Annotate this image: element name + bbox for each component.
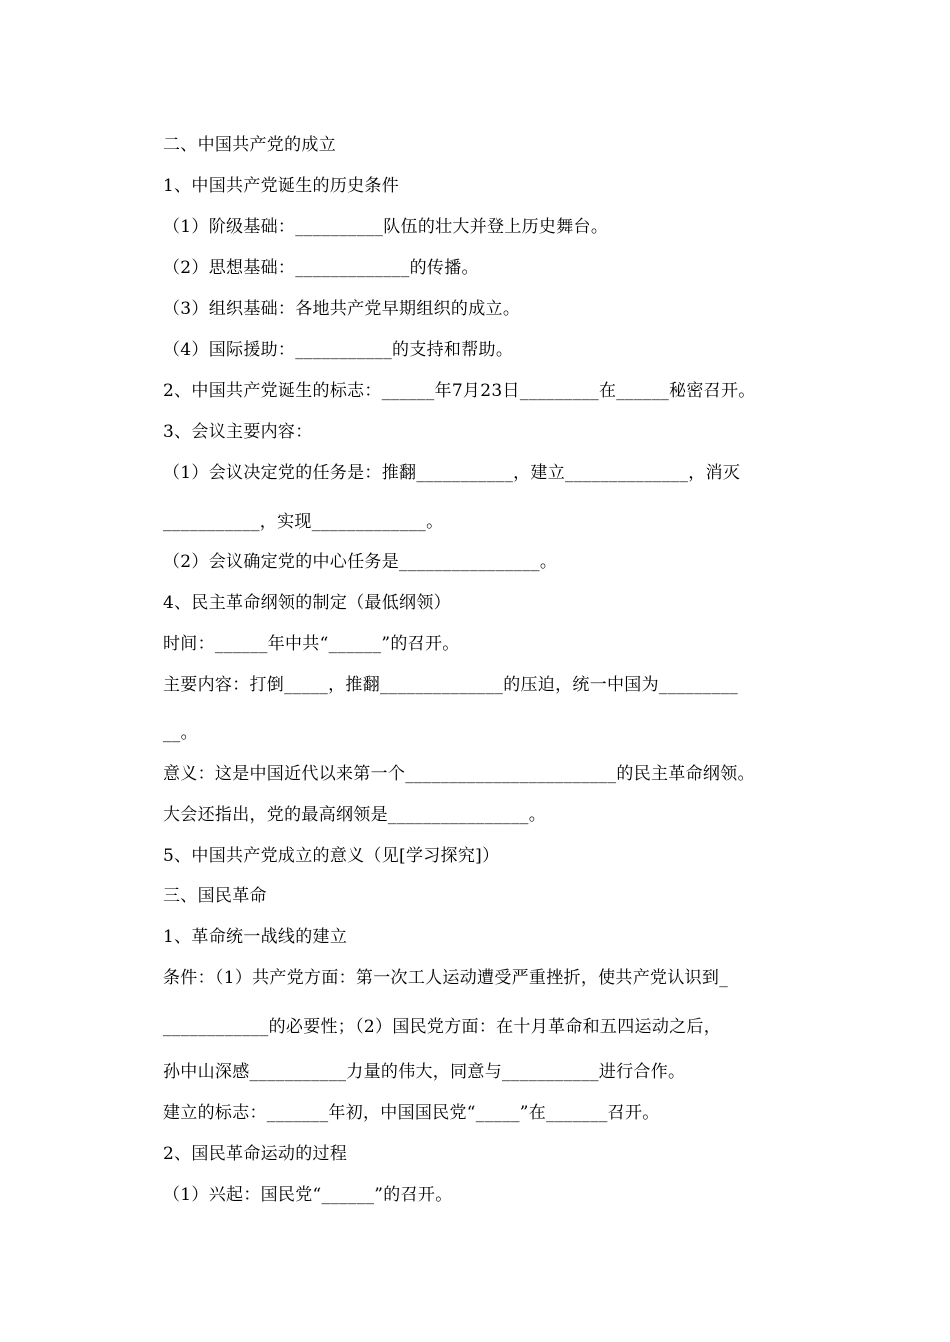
- heading-democratic-program: 4、民主革命纲领的制定（最低纲领）: [163, 593, 451, 613]
- item-class-basis: （1）阶级基础：__________队伍的壮大并登上历史舞台。: [163, 217, 609, 237]
- program-time: 时间：______年中共“______”的召开。: [163, 634, 460, 654]
- item-rise: （1）兴起：国民党“______”的召开。: [163, 1185, 453, 1205]
- program-significance: 意义：这是中国近代以来第一个________________________的民主革命纲领。: [163, 764, 755, 784]
- heading-founding-significance: 5、中国共产党成立的意义（见[学习探究]）: [163, 846, 500, 866]
- united-front-conditions-cont: ____________的必要性；（2）国民党方面：在十月革命和五四运动之后，: [163, 1017, 722, 1037]
- heading-founding-sign: 2、中国共产党诞生的标志：______年7月23日_________在______秘密召开。: [163, 381, 756, 401]
- heading-meeting-content: 3、会议主要内容：: [163, 422, 313, 442]
- united-front-conditions-cont2: 孙中山深感___________力量的伟大，同意与___________进行合作。: [163, 1062, 686, 1082]
- program-main-content: 主要内容：打倒_____，推翻______________的压迫，统一中国为_________: [163, 675, 739, 695]
- item-party-tasks: （1）会议决定党的任务是：推翻___________，建立______________，消灭: [163, 463, 741, 483]
- item-party-tasks-cont: ___________，实现_____________。: [163, 512, 444, 532]
- heading-revolution-process: 2、国民革命运动的过程: [163, 1144, 348, 1164]
- highest-program: 大会还指出，党的最高纲领是________________。: [163, 805, 546, 825]
- section-title-national-revolution: 三、国民革命: [163, 886, 267, 906]
- item-central-task: （2）会议确定党的中心任务是________________。: [163, 552, 558, 572]
- item-ideological-basis: （2）思想基础：_____________的传播。: [163, 258, 479, 278]
- heading-united-front: 1、革命统一战线的建立: [163, 927, 348, 947]
- section-title-party-founding: 二、中国共产党的成立: [163, 135, 336, 155]
- item-organizational-basis: （3）组织基础：各地共产党早期组织的成立。: [163, 299, 521, 319]
- program-main-content-cont: __。: [163, 723, 198, 743]
- item-international-aid: （4）国际援助：___________的支持和帮助。: [163, 340, 514, 360]
- united-front-sign: 建立的标志：_______年初，中国国民党“_____”在_______召开。: [163, 1103, 660, 1123]
- heading-historical-conditions: 1、中国共产党诞生的历史条件: [163, 176, 400, 196]
- united-front-conditions: 条件：（1）共产党方面：第一次工人运动遭受严重挫折，使共产党认识到_: [163, 968, 729, 988]
